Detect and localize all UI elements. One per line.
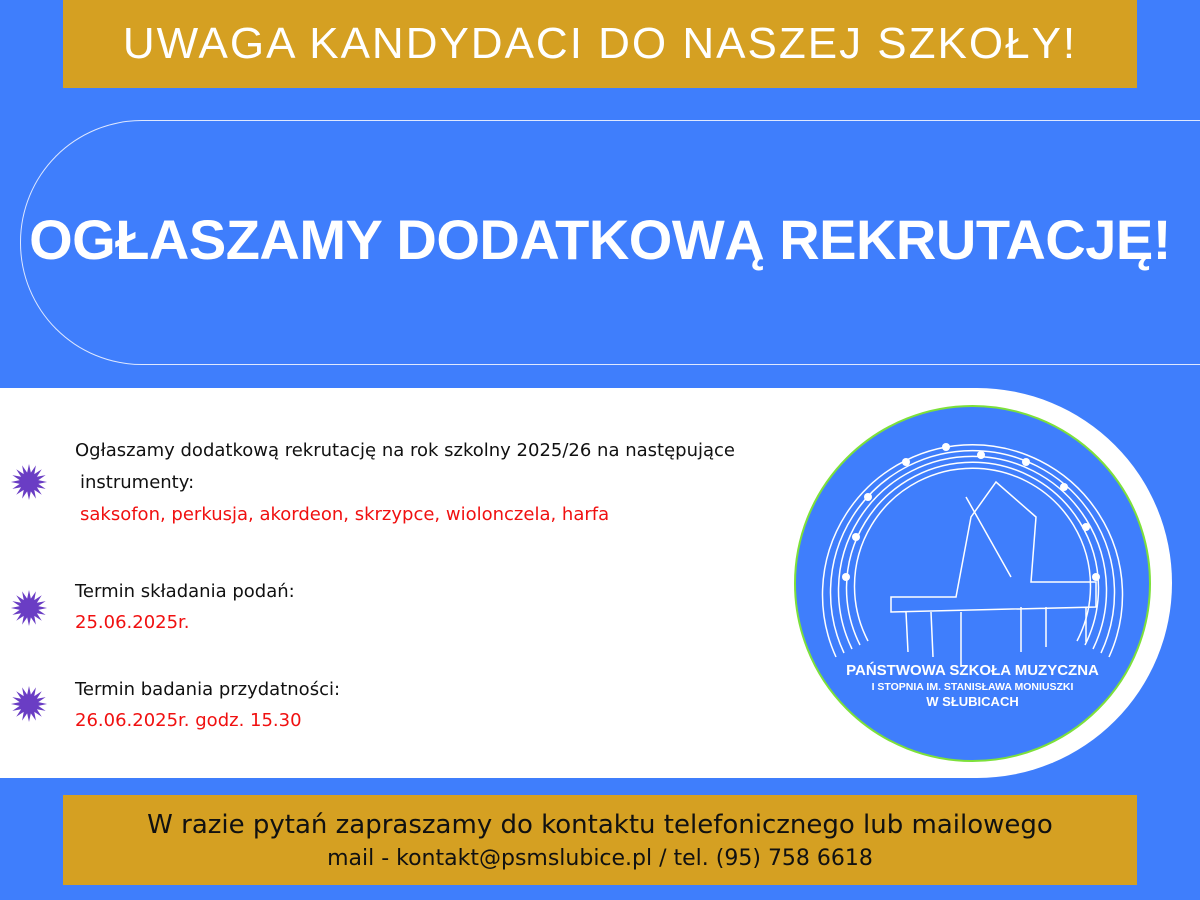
star-bullet-icon: [10, 589, 48, 627]
star-bullet-icon: [10, 685, 48, 723]
instrument-list: saksofon, perkusja, akordeon, skrzypce, wiolonczela, harfa: [80, 504, 610, 525]
item-text: Termin badania przydatności:: [75, 679, 341, 700]
contact-intro: W razie pytań zapraszamy do kontaktu telefonicznego lub mailowego: [147, 810, 1053, 840]
logo-subtitle: I STOPNIA IM. STANISŁAWA MONIUSZKI: [871, 681, 1074, 693]
item-text: Ogłaszamy dodatkową rekrutację na rok szkolny 2025/26 na następujące: [75, 440, 735, 461]
contact-details: mail - kontakt@psmslubice.pl / tel. (95) 758 6618: [327, 846, 873, 871]
item-text: Termin składania podań:: [75, 581, 295, 602]
headline-text: OGŁASZAMY DODATKOWĄ REKRUTACJĘ!: [29, 208, 1171, 271]
star-bullet-icon: [10, 463, 48, 501]
logo-title: PAŃSTWOWA SZKOŁA MUZYCZNA: [846, 662, 1099, 679]
banner-text: UWAGA KANDYDACI DO NASZEJ SZKOŁY!: [122, 19, 1078, 68]
item-text: instrumenty:: [80, 472, 195, 493]
test-date: 26.06.2025r. godz. 15.30: [75, 710, 302, 731]
logo-city: W SŁUBICACH: [926, 694, 1019, 709]
contact-banner: [63, 795, 1137, 885]
headline: [0, 200, 1200, 280]
top-banner: [63, 0, 1137, 88]
deadline-date: 25.06.2025r.: [75, 612, 190, 633]
school-logo: [794, 405, 1151, 762]
